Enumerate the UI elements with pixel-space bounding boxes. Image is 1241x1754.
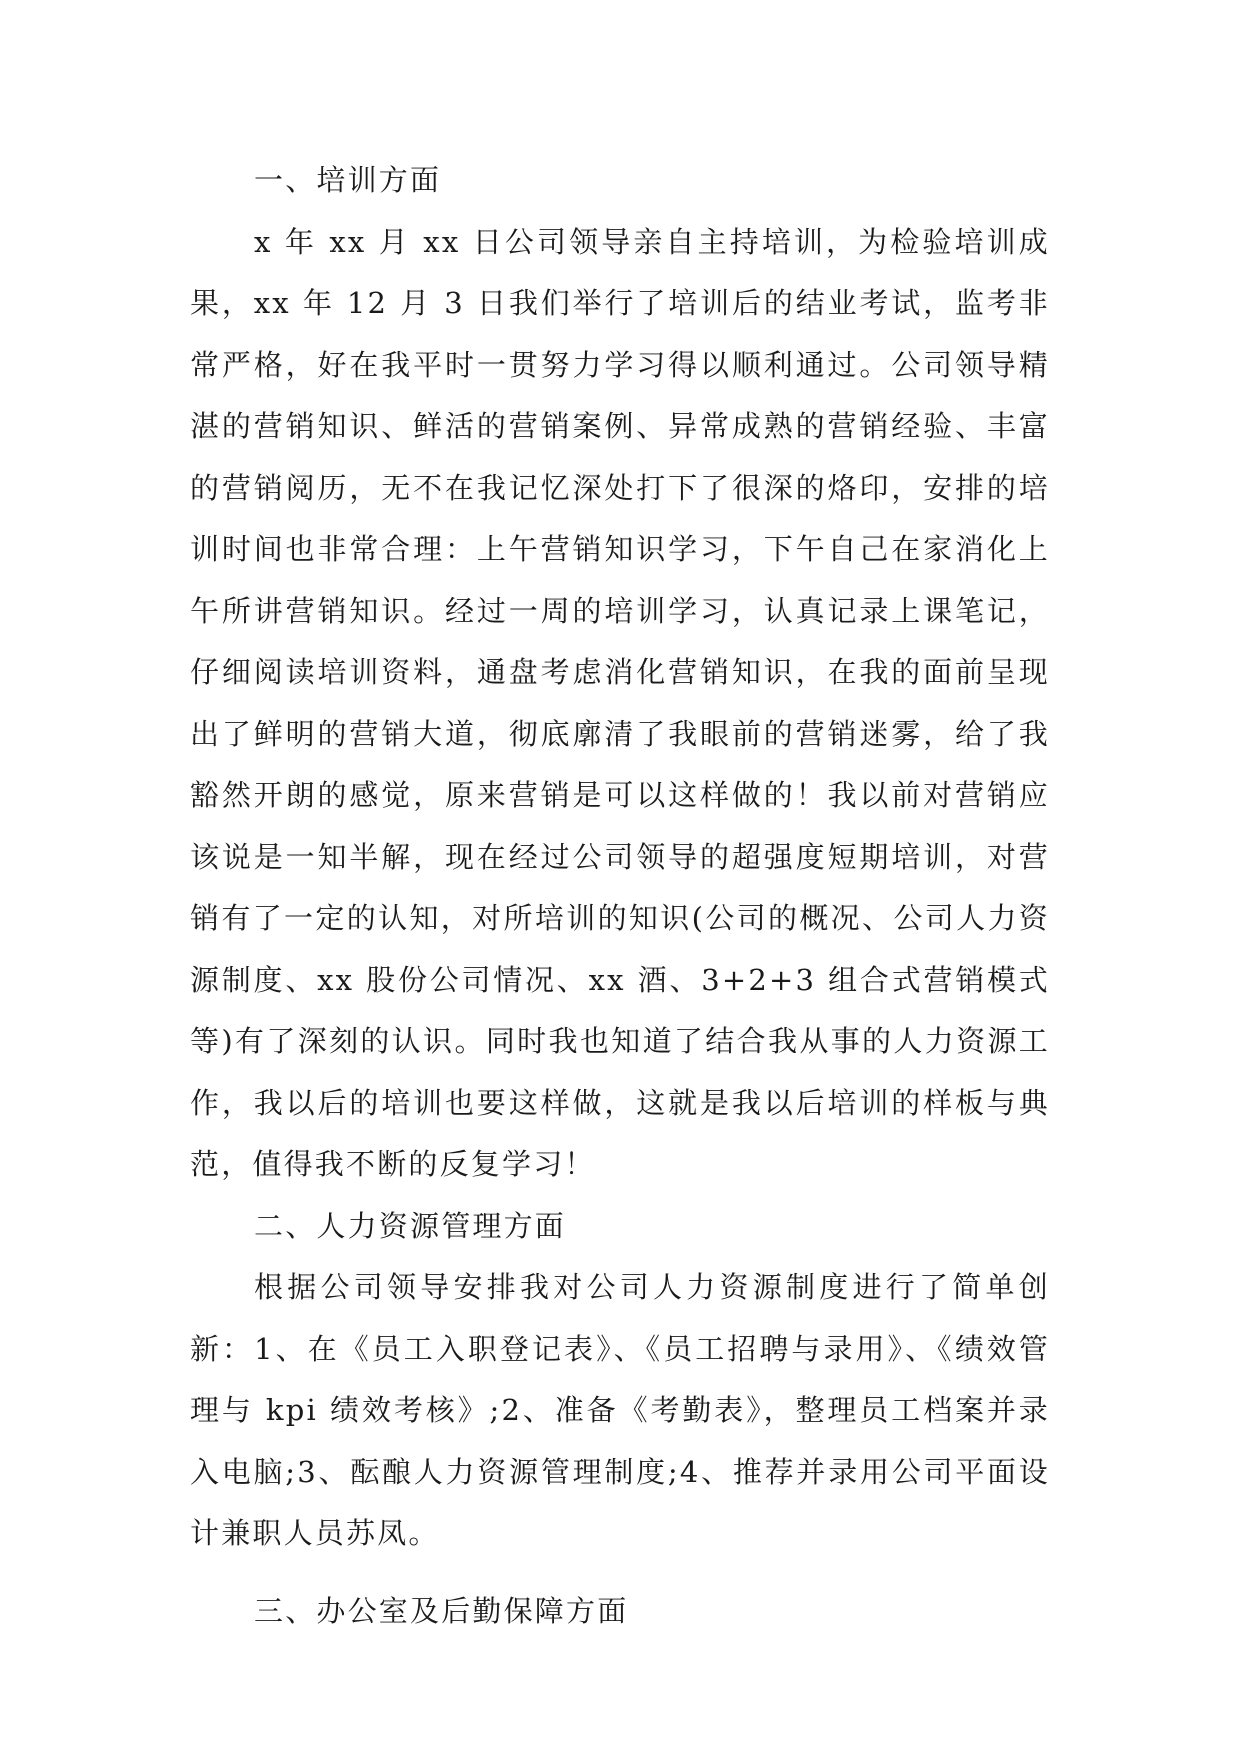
paragraph-hr-management: 根据公司领导安排我对公司人力资源制度进行了简单创新：1、在《员工入职登记表》、《员工招聘与录用》、《绩效管理与 kpi 绩效考核》;2、准备《考勤表》，整理员工档案并录入电脑;3、酝酿人力资源管理制度;4、推荐并录用公司平面设计兼职人员苏凤。 — [190, 1270, 1050, 1550]
document-body — [190, 150, 1050, 1642]
section-heading-office-logistics: 三、办公室及后勤保障方面 — [254, 1593, 629, 1628]
section-heading-hr-management: 二、人力资源管理方面 — [254, 1208, 567, 1243]
section-heading-training: 一、培训方面 — [254, 163, 442, 197]
paragraph-training: x 年 xx 月 xx 日公司领导亲自主持培训，为检验培训成果，xx 年 12 月 3 日我们举行了培训后的结业考试，监考非常严格，好在我平时一贯努力学习得以顺利通过。公司领导精湛的营销知识、鲜活的营销案例、异常成熟的营销经验、丰富的营销阅历，无不在我记忆深处打下了很深的烙印，安排的培训时间也非常合理：上午营销知识学习，下午自己在家消化上午所讲营销知识。经过一周的培训学习，认真记录上课笔记，仔细阅读培训资料，通盘考虑消化营销知识，在我的面前呈现出了鲜明的营销大道，彻底廓清了我眼前的营销迷雾，给了我豁然开朗的感觉，原来营销是可以这样做的！我以前对营销应该说是一知半解，现在经过公司领导的超强度短期培训，对营销有了一定的认知，对所培训的知识(公司的概况、公司人力资源制度、xx 股份公司情况、xx 酒、3+2+3 组合式营销模式等)有了深刻的认识。同时我也知道了结合我从事的人力资源工作，我以后的培训也要这样做，这就是我以后培训的样板与典范，值得我不断的反复学习！ — [190, 224, 1050, 1181]
